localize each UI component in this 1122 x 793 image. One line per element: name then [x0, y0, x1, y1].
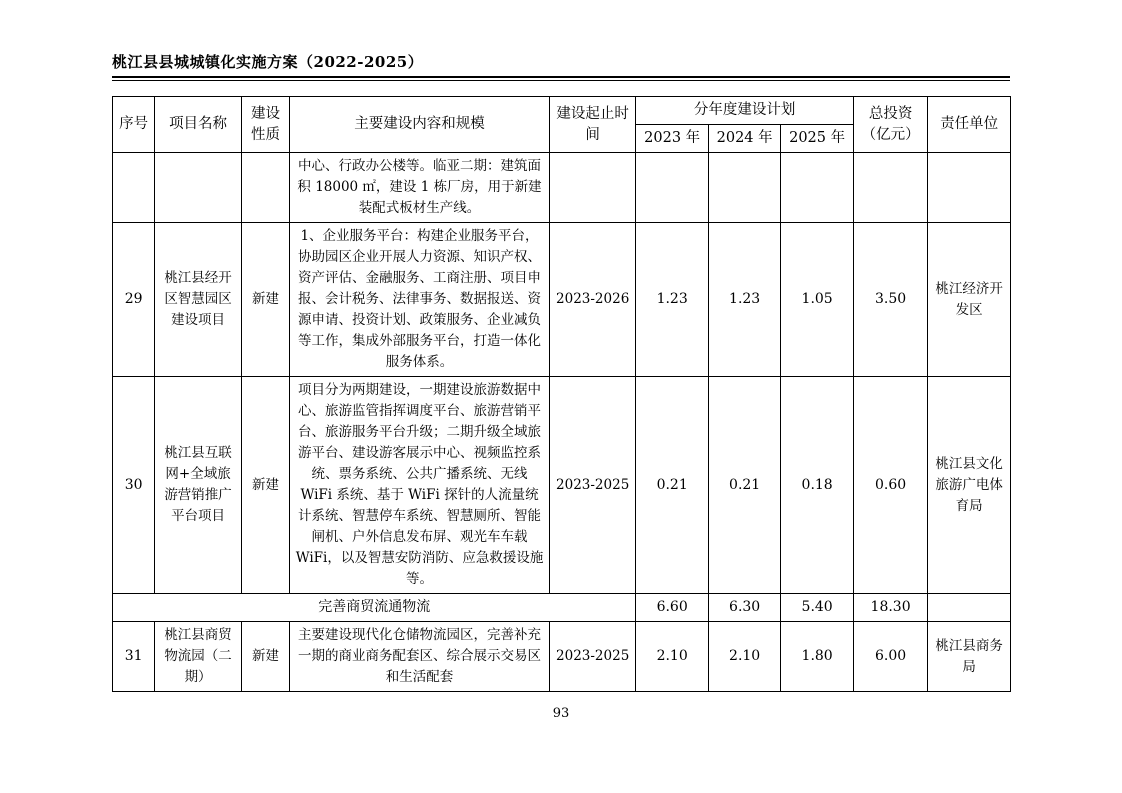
cell-name: 桃江县经开区智慧园区建设项目	[155, 223, 242, 377]
cell-content: 中心、行政办公楼等。临亚二期：建筑面积 18000 ㎡，建设 1 栋厂房，用于新建装配式板材生产线。	[290, 153, 550, 223]
cell-unit: 桃江县商务局	[928, 622, 1011, 692]
cell-seq: 29	[113, 223, 155, 377]
cell-time: 2023-2026	[549, 223, 636, 377]
th-seq: 序号	[113, 97, 155, 153]
table-row	[113, 153, 1011, 223]
th-name: 项目名称	[155, 97, 242, 153]
cell-y2024: 2.10	[708, 622, 780, 692]
subtotal-y2023: 6.60	[636, 594, 708, 622]
cell-seq	[113, 153, 155, 223]
cell-nature	[241, 153, 289, 223]
cell-time: 2023-2025	[549, 377, 636, 594]
cell-seq: 31	[113, 622, 155, 692]
th-unit: 责任单位	[928, 97, 1011, 153]
project-table-container	[112, 96, 1011, 692]
cell-y2024: 0.21	[708, 377, 780, 594]
subtotal-y2024: 6.30	[708, 594, 780, 622]
cell-y2023: 1.23	[636, 223, 708, 377]
cell-seq: 30	[113, 377, 155, 594]
cell-total: 6.00	[853, 622, 927, 692]
cell-y2025	[781, 153, 853, 223]
cell-nature: 新建	[241, 622, 289, 692]
cell-total	[853, 153, 927, 223]
subtotal-total: 18.30	[853, 594, 927, 622]
cell-total: 0.60	[853, 377, 927, 594]
cell-name: 桃江县商贸物流园（二期）	[155, 622, 242, 692]
table-row	[113, 377, 1011, 594]
subtotal-label: 完善商贸流通物流	[113, 594, 636, 622]
cell-unit: 桃江经济开发区	[928, 223, 1011, 377]
th-y2025: 2025 年	[781, 125, 853, 153]
header-title: 桃江县县城城镇化实施方案（2022-2025）	[112, 53, 424, 71]
cell-y2024: 1.23	[708, 223, 780, 377]
project-table	[112, 96, 1011, 692]
cell-y2025: 1.05	[781, 223, 853, 377]
subtotal-row	[113, 594, 1011, 622]
table-row	[113, 622, 1011, 692]
th-plan-group: 分年度建设计划	[636, 97, 853, 125]
cell-content: 主要建设现代化仓储物流园区，完善补充一期的商业商务配套区、综合展示交易区和生活配套	[290, 622, 550, 692]
cell-nature: 新建	[241, 377, 289, 594]
table-row	[113, 223, 1011, 377]
cell-content: 项目分为两期建设，一期建设旅游数据中心、旅游监管指挥调度平台、旅游营销平台、旅游服务平台升级；二期升级全域旅游平台、建设游客展示中心、视频监控系统、票务系统、公共广播系统、无线 WiFi 系统、基于 WiFi 探针的人流量统计系统、智慧停车系统、智慧厕所、智能闸机、户外信息发布屏、观光车车载 WiFi，以及智慧安防消防、应急救援设施等。	[290, 377, 550, 594]
cell-y2024	[708, 153, 780, 223]
cell-y2025: 0.18	[781, 377, 853, 594]
cell-name: 桃江县互联网+全域旅游营销推广平台项目	[155, 377, 242, 594]
cell-time	[549, 153, 636, 223]
th-time: 建设起止时间	[549, 97, 636, 153]
th-total: 总投资（亿元）	[853, 97, 927, 153]
cell-y2023: 2.10	[636, 622, 708, 692]
cell-unit	[928, 153, 1011, 223]
th-y2024: 2024 年	[708, 125, 780, 153]
th-y2023: 2023 年	[636, 125, 708, 153]
page-number: 93	[552, 706, 570, 721]
cell-unit: 桃江县文化旅游广电体育局	[928, 377, 1011, 594]
subtotal-unit	[928, 594, 1011, 622]
cell-content: 1、企业服务平台：构建企业服务平台，协助园区企业开展人力资源、知识产权、资产评估、金融服务、工商注册、项目申报、会计税务、法律事务、数据报送、资源申请、投资计划、政策服务、企业减负等工作，集成外部服务平台，打造一体化服务体系。	[290, 223, 550, 377]
cell-y2025: 1.80	[781, 622, 853, 692]
th-nature: 建设性质	[241, 97, 289, 153]
cell-time: 2023-2025	[549, 622, 636, 692]
header-divider	[112, 76, 1010, 81]
page-footer	[0, 706, 1122, 721]
subtotal-y2025: 5.40	[781, 594, 853, 622]
table-header-row	[113, 97, 1011, 125]
cell-nature: 新建	[241, 223, 289, 377]
page-header	[112, 52, 1010, 81]
cell-total: 3.50	[853, 223, 927, 377]
cell-y2023	[636, 153, 708, 223]
th-content: 主要建设内容和规模	[290, 97, 550, 153]
cell-name	[155, 153, 242, 223]
cell-y2023: 0.21	[636, 377, 708, 594]
